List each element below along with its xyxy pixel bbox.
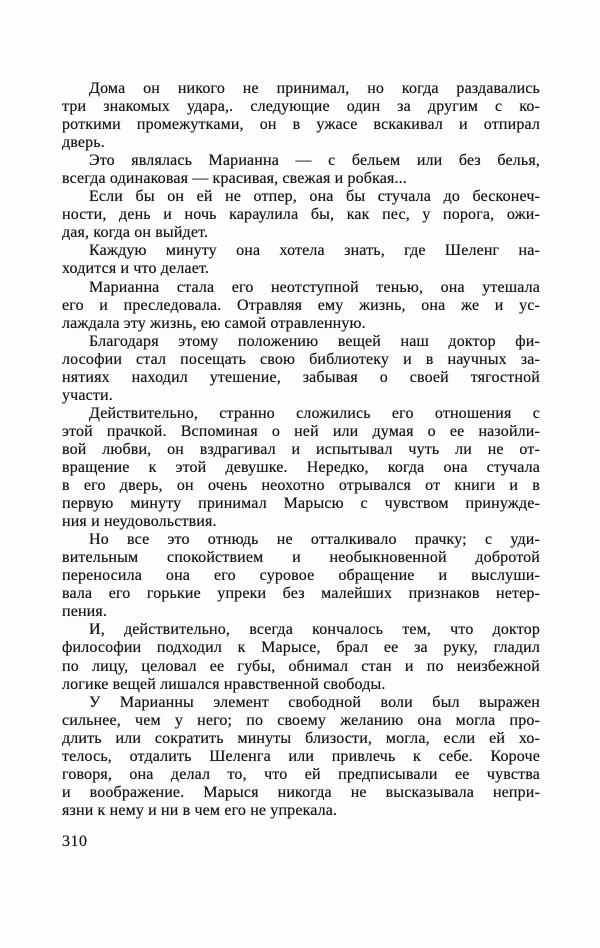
page-number: 310 <box>62 833 88 850</box>
text-line: ния и неудовольствия. <box>62 513 217 531</box>
paragraph <box>62 405 540 531</box>
text-line: вительным спокойствием и необыкновенной добротой <box>62 549 540 567</box>
text-line: логике вещей лишался нравственной свободы. <box>62 675 386 693</box>
text-line: У Марианны элемент свободной воли был выражен <box>89 693 540 711</box>
text-line: по лицу, целовал ее губы, обнимал стан и по неизбежной <box>62 657 540 675</box>
text-line: вращение к этой девушке. Нередко, когда она стучала <box>62 458 540 476</box>
text-line: нятиях находил утешение, забывая о своей тягостной <box>62 368 540 386</box>
text-line: роткими промежутками, он в ужасе вскакивал и отпирал <box>62 116 540 134</box>
text-line: в его дверь, он очень неохотно отрывался от книги и в <box>62 477 540 495</box>
text-line: сильнее, чем у него; по своему желанию она могла про- <box>62 711 540 729</box>
text-line: и воображение. Марыся никогда не высказывала непри- <box>62 783 540 801</box>
paragraph <box>62 152 540 188</box>
text-line: участи. <box>62 386 113 404</box>
text-line: лаждала эту жизнь, ею самой отравленную. <box>62 314 366 332</box>
paragraph <box>62 188 540 242</box>
text-line: язни к нему и ни в чем его не упрекала. <box>62 801 338 819</box>
text-line: этой прачкой. Вспоминая о ней или думая о ее назойли- <box>62 422 540 440</box>
text-line: переносила она его суровое обращение и выслуши- <box>62 567 540 585</box>
text-line: телось, отдалить Шеленга или привлечь к себе. Короче <box>62 747 540 765</box>
text-block <box>62 80 540 820</box>
paragraph <box>62 333 540 405</box>
text-line: Дома он никого не принимал, но когда раздавались <box>89 80 540 97</box>
text-line: Это являлась Марианна — с бельем или без белья, <box>89 152 540 170</box>
text-line: дая, когда он выйдет. <box>62 224 209 242</box>
text-line: говоря, она делал то, что ей предписывали ее чувства <box>62 765 540 783</box>
text-line: философии подходил к Марысе, брал ее за руку, гладил <box>62 639 540 657</box>
text-line: длить или сократить минуты близости, могла, если ей хо- <box>62 729 540 747</box>
text-line: Каждую минуту она хотела знать, где Шеленг на- <box>89 242 540 260</box>
paragraph <box>62 279 540 333</box>
text-line: ходится и что делает. <box>62 260 210 278</box>
text-line: его и преследовала. Отравляя ему жизнь, она же и ус- <box>62 296 540 314</box>
text-line: пения. <box>62 603 108 621</box>
text-line: Действительно, странно сложились его отношения с <box>89 404 540 422</box>
paragraph <box>62 80 540 152</box>
paragraph <box>62 621 540 693</box>
text-line: Марианна стала его неотступной тенью, она утешала <box>89 278 540 296</box>
text-line: вой любви, он вздрагивал и испытывал чуть ли не от- <box>62 440 540 458</box>
text-line: первую минуту принимал Марысю с чувством принужде- <box>62 495 540 513</box>
text-line: дверь. <box>62 134 105 152</box>
paragraph <box>62 694 540 820</box>
text-line: всегда одинаковая — красивая, свежая и робкая... <box>62 170 407 188</box>
text-line: Если бы он ей не отпер, она бы стучала до бесконеч- <box>89 188 540 206</box>
text-line: И, действительно, всегда кончалось тем, что доктор <box>89 621 540 639</box>
text-line: ности, день и ночь караулила бы, как пес, у порога, ожи- <box>62 206 540 224</box>
text-line: Благодаря этому положению вещей наш доктор фи- <box>89 332 540 350</box>
paragraph <box>62 531 540 621</box>
text-line: вала его горькие упреки без малейших признаков нетер- <box>62 585 540 603</box>
text-line: три знакомых удара,. следующие один за другим с ко- <box>62 98 540 116</box>
text-line: Но все это отнюдь не отталкивало прачку; с уди- <box>89 531 540 549</box>
text-line: лософии стал посещать свою библиотеку и в научных за- <box>62 350 540 368</box>
paragraph <box>62 242 540 278</box>
